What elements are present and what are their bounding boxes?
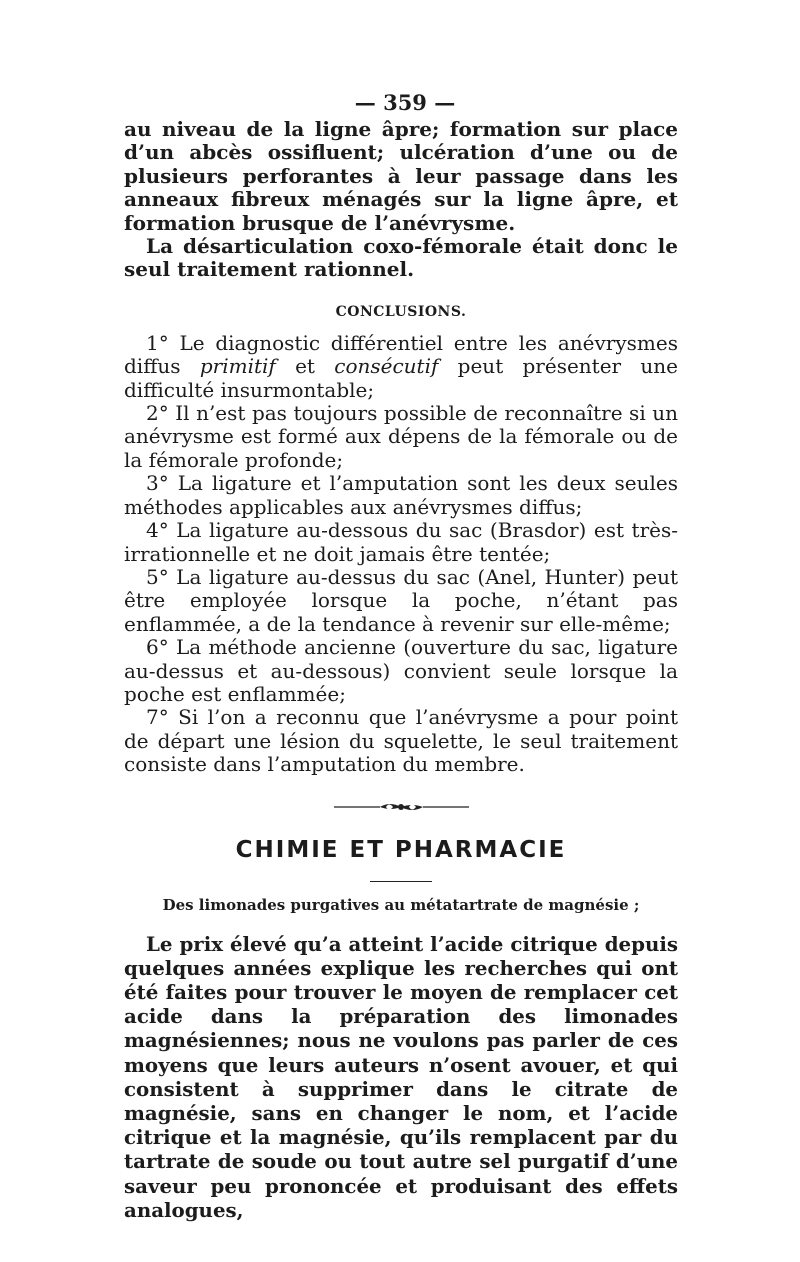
section-rule	[370, 881, 432, 882]
article-subtitle: Des limonades purgatives au métatartrate de magnésie ;	[162, 895, 640, 914]
conclusion-item: 7° Si l’on a reconnu que l’anévrysme a pour point de départ une lésion du squelette, le seul traitement consiste dans l’amputation du membre.	[124, 705, 678, 777]
conclusion-item: 2° Il n’est pas toujours possible de reconnaître si un anévrysme est formé aux dépens de la fémorale ou de la fémorale profonde;	[124, 401, 678, 472]
conclusion-item: 5° La ligature au-dessus du sac (Anel, Hunter) peut être employée lorsque la poche, n’étant pas enflammée, a de la tendance à revenir sur elle-même;	[124, 564, 678, 636]
section-title: CHIMIE ET PHARMACIE	[235, 836, 567, 863]
intro-text	[124, 118, 678, 282]
conclusion-text: et	[275, 354, 335, 379]
article-paragraph: Le prix élevé qu’a atteint l’acide citrique depuis quelques années explique les recherches qui ont été faites pour trouver le moyen de remplacer cet acide dans la préparation des limonades magnésiennes; nous ne voulons pas parler de ces moyens que leurs auteurs n’osent avouer, et qui consistent à supprimer dans le citrate de magnésie, sans en changer le nom, et l’acide citrique et la magnésie, qu’ils remplacent par du tartrate de soude ou tout autre sel purgatif d’une saveur peu prononcée et produisant des effets analogues,	[124, 931, 678, 1222]
conclusion-item: 4° La ligature au-dessous du sac (Brasdor) est très-irrationnelle et ne doit jamais être tentée;	[124, 518, 678, 566]
intro-paragraph: La désarticulation coxo-fémorale était donc le seul traitement rationnel.	[124, 234, 678, 282]
conclusions-list	[124, 332, 678, 777]
conclusion-item	[124, 332, 678, 402]
conclusion-item: 6° La méthode ancienne (ouverture du sac, ligature au-dessus et au-dessous) convient seule lorsque la poche est enflammée;	[124, 635, 678, 706]
conclusions-heading: CONCLUSIONS.	[335, 303, 467, 320]
conclusion-text: peut présenter une difficulté insurmontable;	[124, 354, 678, 402]
article-body	[124, 932, 678, 1222]
conclusion-emphasis: primitif	[199, 354, 276, 379]
conclusion-text: 1° Le diagnostic différentiel entre les anévrysmes diffus	[124, 330, 678, 379]
page-number: — 359 —	[354, 90, 456, 115]
ornament-divider-icon	[334, 799, 469, 815]
conclusion-item: 3° La ligature et l’amputation sont les deux seules méthodes applicables aux anévrysmes diffus;	[124, 471, 678, 519]
conclusion-emphasis: consécutif	[334, 354, 439, 379]
intro-paragraph: au niveau de la ligne âpre; formation sur place d’un abcès ossifluent; ulcération d’une ou de plusieurs perforantes à leur passage dans les anneaux fibreux ménagés sur la ligne âpre, et formation brusque de l’anévrysme.	[124, 117, 678, 235]
book-page	[124, 88, 678, 1222]
